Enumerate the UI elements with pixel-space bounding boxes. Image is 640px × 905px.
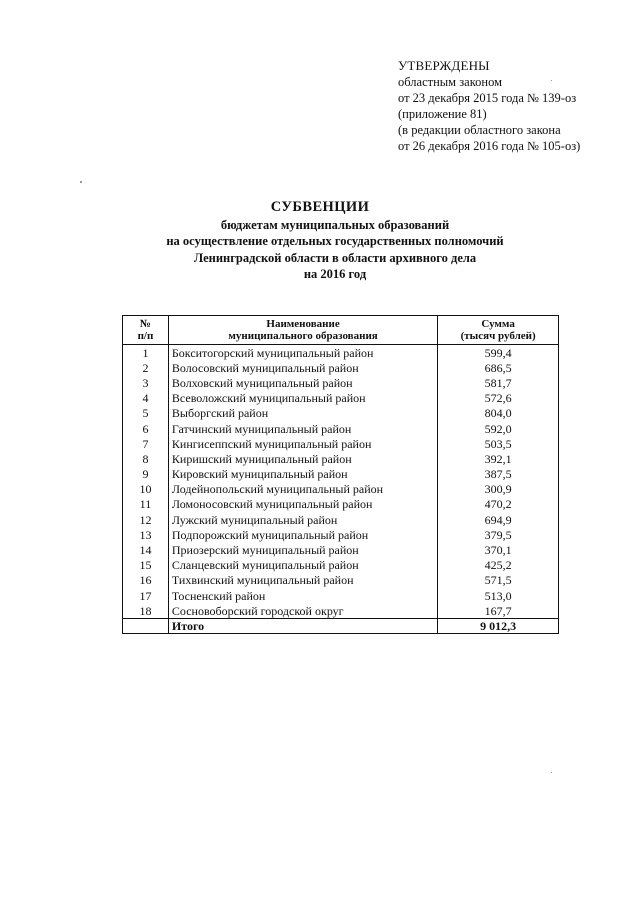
row-number: 11: [123, 497, 169, 512]
table-row: [123, 542, 559, 557]
municipality-name: Всеволожский муниципальный район: [168, 391, 437, 406]
header-sum-line: Сумма: [481, 318, 515, 330]
title-main: СУБВЕНЦИИ: [270, 199, 370, 215]
table-row: [123, 360, 559, 375]
subvention-amount: 425,2: [438, 558, 559, 573]
document-title: [0, 199, 640, 283]
row-number: 12: [123, 512, 169, 527]
total-empty-cell: [123, 619, 169, 634]
subvention-amount: 392,1: [438, 451, 559, 466]
title-line: на 2016 год: [303, 267, 367, 281]
approval-line: (в редакции областного закона: [398, 123, 561, 137]
municipality-name: Лужский муниципальный район: [168, 512, 437, 527]
municipality-name: Лодейнопольский муниципальный район: [168, 482, 437, 497]
municipality-name: Гатчинский муниципальный район: [168, 421, 437, 436]
subvention-amount: 572,6: [438, 391, 559, 406]
row-number: 17: [123, 588, 169, 603]
subvention-amount: 503,5: [438, 436, 559, 451]
subvention-amount: 571,5: [438, 573, 559, 588]
municipality-name: Выборгский район: [168, 406, 437, 421]
table-header-row: [123, 316, 559, 345]
row-number: 6: [123, 421, 169, 436]
scan-speck: [80, 181, 82, 183]
subvention-amount: 581,7: [438, 375, 559, 390]
subvention-table: [122, 315, 559, 634]
municipality-name: Волосовский муниципальный район: [168, 360, 437, 375]
row-number: 15: [123, 558, 169, 573]
subvention-amount: 592,0: [438, 421, 559, 436]
municipality-name: Тихвинский муниципальный район: [168, 573, 437, 588]
subvention-amount: 694,9: [438, 512, 559, 527]
municipality-name: Волховский муниципальный район: [168, 375, 437, 390]
subvention-amount: 379,5: [438, 527, 559, 542]
row-number: 4: [123, 391, 169, 406]
total-label: Итого: [168, 619, 437, 634]
approval-line: от 23 декабря 2015 года № 139-оз: [398, 91, 577, 105]
scan-speck: [551, 80, 552, 81]
municipality-name: Киришский муниципальный район: [168, 451, 437, 466]
row-number: 10: [123, 482, 169, 497]
municipality-name: Кингисеппский муниципальный район: [168, 436, 437, 451]
approval-line: (приложение 81): [398, 107, 487, 121]
header-name-line: Наименование: [266, 318, 340, 330]
municipality-name: Приозерский муниципальный район: [168, 542, 437, 557]
subvention-amount: 167,7: [438, 603, 559, 619]
title-line: Ленинградской области в области архивного дела: [193, 250, 477, 265]
total-row: [123, 619, 559, 634]
municipality-name: Сланцевский муниципальный район: [168, 558, 437, 573]
table-row: [123, 406, 559, 421]
table-row: [123, 375, 559, 390]
header-name: [168, 316, 437, 345]
total-amount: 9 012,3: [438, 619, 559, 634]
subvention-amount: 387,5: [438, 467, 559, 482]
table-row: [123, 436, 559, 451]
table-row: [123, 558, 559, 573]
header-sum-line: (тысяч рублей): [460, 330, 536, 342]
municipality-name: Бокситогорский муниципальный район: [168, 345, 437, 361]
row-number: 3: [123, 375, 169, 390]
header-num: [123, 316, 169, 345]
row-number: 13: [123, 527, 169, 542]
table-row: [123, 603, 559, 619]
row-number: 9: [123, 467, 169, 482]
scan-speck: [551, 772, 552, 773]
table-row: [123, 482, 559, 497]
subvention-amount: 686,5: [438, 360, 559, 375]
table-row: [123, 391, 559, 406]
row-number: 2: [123, 360, 169, 375]
table-row: [123, 512, 559, 527]
subvention-amount: 370,1: [438, 542, 559, 557]
approval-line: областным законом: [398, 75, 503, 89]
table-row: [123, 527, 559, 542]
row-number: 1: [123, 345, 169, 361]
approval-line: от 26 декабря 2016 года № 105-оз): [398, 139, 581, 153]
approval-heading: УТВЕРЖДЕНЫ: [398, 58, 490, 73]
table-row: [123, 451, 559, 466]
subvention-amount: 599,4: [438, 345, 559, 361]
table-row: [123, 573, 559, 588]
municipality-name: Сосновоборский городской округ: [168, 603, 437, 619]
header-num-line: п/п: [137, 330, 154, 342]
title-line: бюджетам муниципальных образований: [220, 217, 450, 232]
municipality-name: Подпорожский муниципальный район: [168, 527, 437, 542]
approval-stamp: [398, 58, 628, 154]
table-row: [123, 467, 559, 482]
municipality-name: Тосненский район: [168, 588, 437, 603]
row-number: 16: [123, 573, 169, 588]
table-row: [123, 421, 559, 436]
header-num-line: №: [139, 318, 151, 330]
row-number: 7: [123, 436, 169, 451]
table-row: [123, 497, 559, 512]
subvention-amount: 300,9: [438, 482, 559, 497]
header-sum: [438, 316, 559, 345]
header-name-line: муниципального образования: [228, 330, 378, 342]
municipality-name: Кировский муниципальный район: [168, 467, 437, 482]
title-line: на осуществление отдельных государственных полномочий: [166, 234, 504, 248]
subvention-amount: 470,2: [438, 497, 559, 512]
row-number: 8: [123, 451, 169, 466]
row-number: 14: [123, 542, 169, 557]
municipality-name: Ломоносовский муниципальный район: [168, 497, 437, 512]
row-number: 5: [123, 406, 169, 421]
table-row: [123, 588, 559, 603]
subvention-amount: 804,0: [438, 406, 559, 421]
subvention-amount: 513,0: [438, 588, 559, 603]
table-row: [123, 345, 559, 361]
row-number: 18: [123, 603, 169, 619]
